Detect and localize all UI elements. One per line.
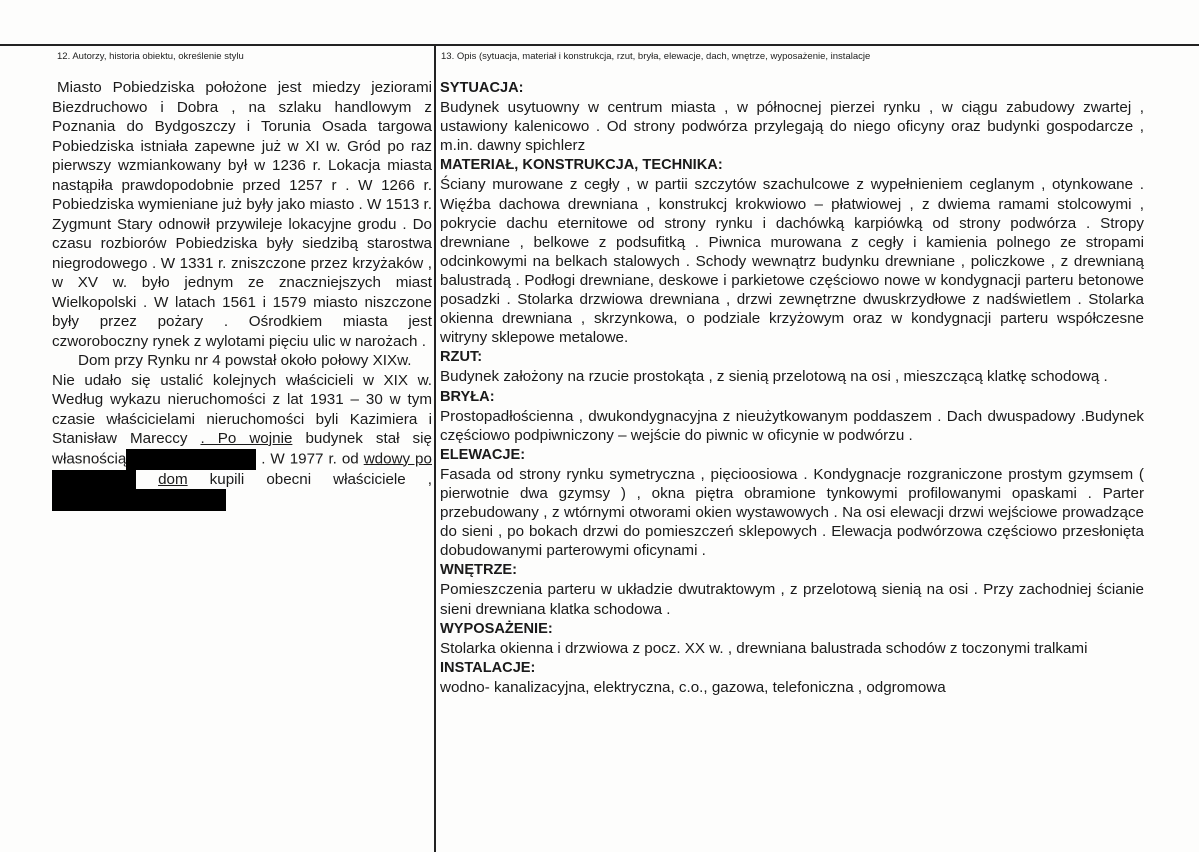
heading-bryla: BRYŁA: — [440, 388, 495, 405]
heading-wnetrze: WNĘTRZE: — [440, 562, 518, 579]
owners-text: Nie udało się ustalić kolejnych właścicieli w XIX w. Według wykazu nieruchomości z lat 1931 – 30 w tym czasie właścicielami nieruchomości byli Kazimiera i Stanisław Mareccy — [52, 371, 432, 447]
text-material: Ściany murowane z cegły , w partii szczytów szachulcowe z wypełnieniem ceglanym , otynkowane . Więźba dachowa drewniana , konstrukcj krokwiowo – płatwiowej , z dwiema ramami stolcowymi , pokrycie dachu eternitowe od strony rynku i dachówką karpiówką od strony podwórza . Stropy drewniane , belkowe z podsufitką . Piwnica murowana z cegły i kamienia polnego ze stropami odcinkowymi na belkach stalowych . Schody wewnątrz budynku drewniane , policzkowe , z drewnianą balustradą . Podłogi drewniane, deskowe i parkietowe częściowo nowe w kondygnacji parteru betonowe posadzki . Stolarka drzwiowa drewniana , drzwi zewnętrzne dwuskrzydłowe z nadświetlem . Stolarka okienna drewniana , skrzynkowa, o podziale krzyżowym oraz w kondygnacji parteru współczesne witryny sklepowe metalowe. — [440, 176, 1144, 347]
history-paragraph-1: Miasto Pobiedziska położone jest miedzy jeziorami Biezdruchowo i Dobra , na szlaku handlowym z Poznania do Bydgoszczy i Torunia Osada targowa Pobiedziska istniała zapewne już w XI w. Gród po raz pierwszy wzmiankowany był w 1236 r. Lokacja miasta nastąpiła prawdopodobnie przed 1257 r . W 1266 r. Pobiedziska wymieniane już były jako miasto . W 1513 r. Zygmunt Stary odnowił przywileje lokacyjne grodu . Do czasu rozbiorów Pobiedziska były siedzibą starostwa niegrodowego . W 1331 r. zniszczone przez krzyżaków , w XV w. było jednym ze znaczniejszych miast Wielkopolski . W latach 1561 i 1579 miasto niszczone były przez pożary . Ośrodkiem miasta jest czworoboczny rynek z wylotami pięciu ulic w narożach . — [52, 79, 432, 350]
text-instalacje: wodno- kanalizacyjna, elektryczna, c.o., gazowa, telefoniczna , odgromowa — [440, 678, 946, 696]
text-rzut: Budynek założony na rzucie prostokąta , z sienią przelotową na osi , mieszczącą klatkę schodową . — [440, 368, 1108, 386]
heading-wyposazenie: WYPOSAŻENIE: — [440, 620, 553, 637]
section-12-header: 12. Autorzy, historia obiektu, określenie stylu — [57, 51, 244, 62]
heading-rzut: RZUT: — [440, 349, 483, 366]
text-elewacje: Fasada od strony rynku symetryczna , pięcioosiowa . Kondygnacje rozgraniczone prostym gzymsem ( pierwotnie dwa gzymsy ) , okna piętra obramione tynkowymi profilowanymi opaskami . Parter przebudowany , z wtórnymi otworami okien wystawowych . Na osi elewacji drzwi wejściowe prowadzące do sieni , po bokach drzwi do pomieszczeń sklepowych . Elewacja podwórzowa częściowo przesłonięta dobudowanymi parterowymi oficynami . — [440, 465, 1144, 560]
text-wnetrze: Pomieszczenia parteru w układzie dwutraktowym , z przelotową sienią na osi . Przy zachodniej ścianie sieni drewniana klatka schodowa . — [440, 581, 1144, 618]
header-divider — [0, 44, 1199, 46]
after-war-text: . Po wojnie — [200, 430, 293, 447]
redaction-block — [126, 449, 256, 470]
text-wyposazenie: Stolarka okienna i drzwiowa z pocz. XX w. , drewniana balustrada schodów z toczonymi tralkami — [440, 639, 1088, 657]
heading-instalacje: INSTALACJE: — [440, 659, 536, 676]
history-paragraph-3 — [52, 371, 432, 512]
widow-text: wdowy po — [363, 450, 432, 468]
section-13-header: 13. Opis (sytuacja, materiał i konstrukcja, rzut, bryła, elewacje, dach, wnętrze, wyposażenie, instalacje — [441, 51, 871, 62]
ownership-text: budynek stał się własnością — [52, 430, 432, 468]
text-sytuacja: Budynek usytuowny w centrum miasta , w północnej pierzei rynku , w ciągu zabudowy zwartej , ustawiony kalenicowo . Od strony podwórza przylegają do niego oficyny oraz budynki gospodarcze , m.in. dawny spichlerz — [440, 99, 1144, 155]
year-1977-text: . W 1977 r. od — [261, 450, 359, 468]
history-column — [52, 78, 432, 511]
house-text: dom — [158, 470, 188, 488]
heading-elewacje: ELEWACJE: — [440, 446, 526, 463]
text-bryla: Prostopadłościenna , dwukondygnacyjna z nieużytkowanym poddaszem . Dach dwuspadowy .Budynek częściowo podpiwniczony – wejście do piwnic w oficynie w podwórzu . — [440, 407, 1144, 444]
heading-sytuacja: SYTUACJA: — [440, 80, 524, 96]
redaction-block — [52, 489, 226, 511]
column-divider — [434, 44, 436, 852]
history-paragraph-2: Dom przy Rynku nr 4 powstał około połowy XIXw. — [78, 352, 412, 369]
redaction-block — [52, 470, 136, 489]
buyers-text: kupili obecni właściciele , — [209, 470, 432, 488]
heading-material: MATERIAŁ, KONSTRUKCJA, TECHNIKA: — [440, 157, 723, 174]
description-column — [440, 78, 1144, 697]
